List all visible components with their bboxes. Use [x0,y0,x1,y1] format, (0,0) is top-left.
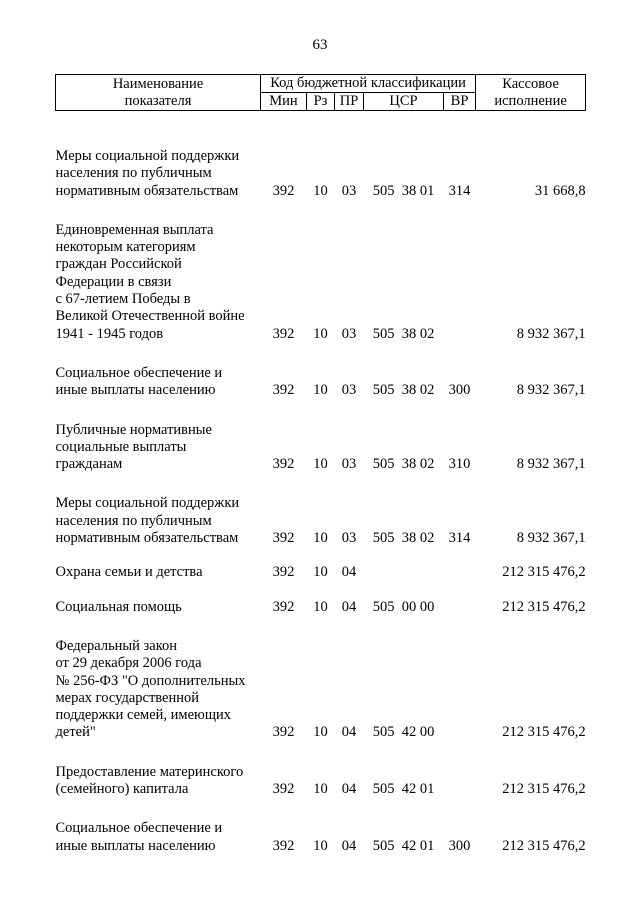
row-name-line: социальные выплаты [55,438,187,455]
column-header-csr: ЦСР [364,93,444,111]
row-rz: 10 [313,382,328,399]
row-min: 392 [272,325,295,342]
row-name [56,820,261,855]
row-amount: 31 668,8 [534,182,586,199]
row-amount: 8 932 367,1 [516,325,586,342]
row-min: 392 [272,182,295,199]
row-spacer-cell [56,798,586,820]
row-rz: 10 [313,724,328,741]
row-spacer [56,547,586,564]
row-amount: 212 315 476,2 [502,724,586,741]
row-name-line: гражданам [55,456,123,473]
row-name-line: (семейного) капитала [55,781,189,798]
row-rz: 10 [313,325,328,342]
row-spacer-cell [56,200,586,222]
row-name-line: населения по публичным [55,512,212,529]
row-name-line: некоторым категориям [55,239,196,256]
row-spacer [56,742,586,764]
row-pr: 03 [341,530,357,547]
row-csr: 505 38 01 [372,182,435,199]
row-amount: 212 315 476,2 [502,564,586,581]
row-name-line: поддержки семей, имеющих [55,707,232,724]
row-vr [444,599,476,616]
table-header [56,75,586,111]
table-row [56,365,586,400]
column-header-amount [476,75,586,111]
row-name-line: Публичные нормативные [55,421,212,438]
row-vr [444,564,476,581]
row-rz: 10 [313,530,328,547]
row-spacer [56,400,586,422]
row-name-line: с 67-летием Победы в [55,291,191,308]
column-header-amount-line2: исполнение [494,92,567,109]
row-amount: 8 932 367,1 [516,456,586,473]
column-header-name-line2: показателя [124,92,192,109]
budget-table [55,74,586,855]
row-spacer [56,798,586,820]
column-header-min: Мин [261,93,307,111]
row-name [56,422,261,474]
row-name [56,148,261,200]
row-spacer-cell [56,343,586,365]
row-vr: 300 [448,382,471,399]
row-rz: 10 [313,182,328,199]
row-vr [444,638,476,742]
row-csr: 505 38 02 [372,382,435,399]
row-name-line: Великой Отечественной войне [55,308,245,325]
row-vr [444,764,476,799]
row-name-line: 1941 - 1945 годов [55,325,164,342]
row-name [56,599,261,616]
row-name [56,764,261,799]
row-name [56,495,261,547]
row-vr: 314 [448,530,471,547]
column-header-name [56,75,261,111]
row-name-line: нормативным обязательствам [55,530,239,547]
row-min: 392 [272,382,295,399]
row-spacer-cell [56,400,586,422]
row-name-line: Меры социальной поддержки [55,495,240,512]
table-row [56,820,586,855]
row-name-line: иные выплаты населению [55,382,216,399]
row-name [56,365,261,400]
table-row [56,422,586,474]
row-pr: 03 [341,456,357,473]
row-name-line: № 256-ФЗ "О дополнительных [55,672,246,689]
row-name-line: Охрана семьи и детства [55,564,203,581]
row-min: 392 [272,564,295,581]
row-rz: 10 [313,837,328,854]
row-spacer [56,473,586,495]
row-name-line: Единовременная выплата [55,221,214,238]
row-csr: 505 42 01 [372,781,435,798]
row-spacer [56,111,586,149]
row-amount: 212 315 476,2 [502,781,586,798]
row-csr: 505 38 02 [372,456,435,473]
row-name-line: нормативным обязательствам [55,182,239,199]
row-csr: 505 00 00 [372,598,435,615]
row-pr: 03 [341,325,357,342]
column-header-name-line1: Наименование [112,75,204,92]
row-spacer-cell [56,473,586,495]
row-vr [444,222,476,343]
row-csr: 505 38 02 [372,530,435,547]
row-spacer-cell [56,547,586,564]
row-amount: 8 932 367,1 [516,530,586,547]
row-name-line: детей" [55,724,96,741]
table-row [56,564,586,581]
column-header-amount-line1: Кассовое [502,75,559,92]
table-body [56,111,586,855]
row-name-line: населения по публичным [55,165,212,182]
row-min: 392 [272,456,295,473]
row-pr: 04 [341,598,357,615]
row-spacer-cell [56,616,586,638]
row-min: 392 [272,724,295,741]
row-min: 392 [272,837,295,854]
row-spacer [56,616,586,638]
row-name-line: граждан Российской [55,256,182,273]
column-header-pr: ПР [335,93,364,111]
row-pr: 04 [341,564,357,581]
row-amount: 8 932 367,1 [516,382,586,399]
row-min: 392 [272,598,295,615]
table-row [56,495,586,547]
row-vr: 310 [448,456,471,473]
row-csr: 505 42 01 [372,837,435,854]
row-csr: 505 38 02 [372,325,435,342]
row-name [56,638,261,742]
row-spacer [56,200,586,222]
row-name-line: Федерации в связи [55,273,172,290]
column-group-header-code: Код бюджетной классификации [261,75,476,93]
row-name-line: иные выплаты населению [55,837,216,854]
table-row [56,638,586,742]
table-row [56,599,586,616]
table-row [56,764,586,799]
row-spacer [56,582,586,599]
row-name-line: Предоставление материнского [55,763,244,780]
row-name-line: Социальное обеспечение и [55,364,223,381]
row-spacer-cell [56,111,586,149]
column-header-vr: ВР [444,93,476,111]
row-vr: 314 [448,182,471,199]
row-name-line: от 29 декабря 2006 года [55,655,202,672]
row-amount: 212 315 476,2 [502,598,586,615]
page-number: 63 [312,37,328,53]
row-csr: 505 42 00 [372,724,435,741]
row-amount: 212 315 476,2 [502,837,586,854]
row-rz: 10 [313,598,328,615]
row-pr: 04 [341,837,357,854]
row-csr [364,564,444,581]
column-header-rz: Рз [307,93,335,111]
row-min: 392 [272,781,295,798]
row-pr: 03 [341,182,357,199]
row-rz: 10 [313,456,328,473]
row-vr: 300 [448,837,471,854]
row-spacer-cell [56,582,586,599]
row-name-line: Меры социальной поддержки [55,148,240,164]
row-spacer-cell [56,742,586,764]
row-rz: 10 [313,564,328,581]
row-name [56,564,261,581]
row-pr: 04 [341,724,357,741]
row-name-line: Социальная помощь [55,598,182,615]
row-min: 392 [272,530,295,547]
row-name-line: Федеральный закон [55,637,178,654]
row-pr: 04 [341,781,357,798]
row-rz: 10 [313,781,328,798]
row-spacer [56,343,586,365]
row-name-line: мерах государственной [55,689,200,706]
table-row [56,148,586,200]
row-pr: 03 [341,382,357,399]
table-row [56,222,586,343]
row-name-line: Социальное обеспечение и [55,820,223,837]
row-name [56,222,261,343]
